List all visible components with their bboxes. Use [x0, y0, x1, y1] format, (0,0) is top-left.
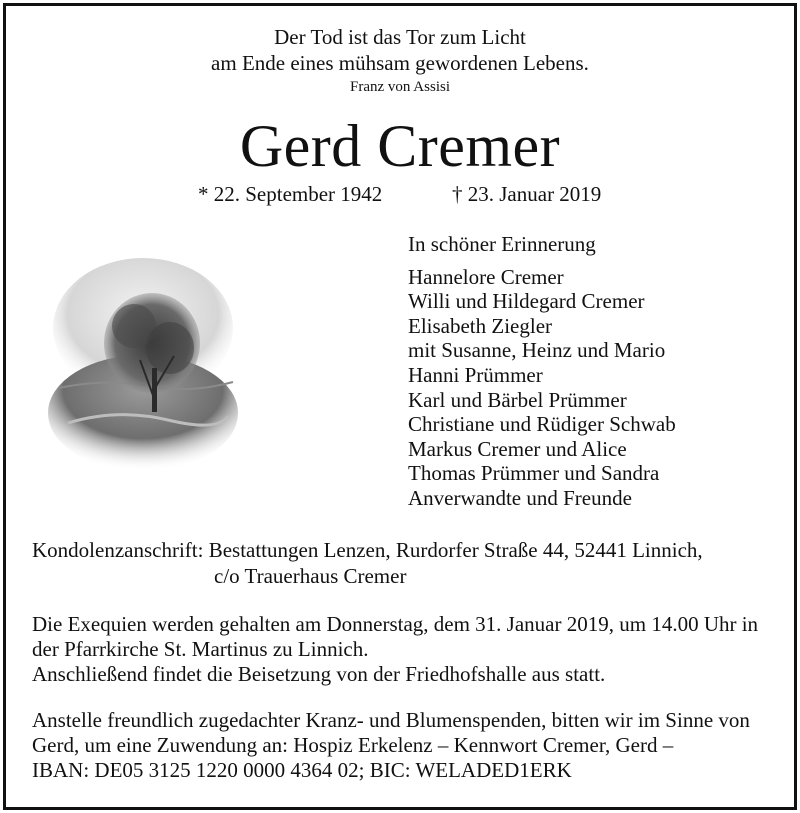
funeral-line: Anschließend findet die Beisetzung von der Friedhofshalle aus statt.: [32, 662, 606, 686]
death-date: † 23. Januar 2019: [452, 182, 602, 206]
mourner-name: Hannelore Cremer: [408, 264, 564, 289]
birth-date: * 22. September 1942: [198, 182, 383, 206]
funeral-line: der Pfarrkirche St. Martinus zu Linnich.: [32, 637, 369, 661]
mourner-name: Markus Cremer und Alice: [408, 436, 627, 461]
quote-line-2: am Ende eines mühsam gewordenen Lebens.: [211, 51, 589, 75]
donation-info: [32, 708, 772, 783]
quote-line-1: Der Tod ist das Tor zum Licht: [274, 25, 526, 49]
condolence-address: Kondolenzanschrift: Bestattungen Lenzen, Rurdorfer Straße 44, 52441 Linnich,: [32, 538, 703, 562]
donation-line: IBAN: DE05 3125 1220 0000 4364 02; BIC: WELADED1ERK: [32, 758, 572, 782]
donation-line: Gerd, um eine Zuwendung an: Hospiz Erkelenz – Kennwort Cremer, Gerd –: [32, 733, 674, 757]
quote-author: Franz von Assisi: [349, 79, 450, 95]
mourner-name: mit Susanne, Heinz und Mario: [408, 338, 666, 363]
mourners-list: [408, 232, 676, 511]
mourner-name: Elisabeth Ziegler: [408, 313, 553, 338]
mourner-name: Willi und Hildegard Cremer: [408, 289, 645, 314]
condolence-care-of: c/o Trauerhaus Cremer: [214, 564, 407, 588]
mourner-name: Karl und Bärbel Prümmer: [408, 387, 627, 412]
funeral-line: Die Exequien werden gehalten am Donnerstag, dem 31. Januar 2019, um 14.00 Uhr in: [32, 612, 759, 636]
mourners-intro: In schöner Erinnerung: [408, 232, 596, 256]
mourner-name: Christiane und Rüdiger Schwab: [408, 412, 676, 437]
tree-landscape-illustration: [48, 248, 238, 472]
mourner-name: Anverwandte und Freunde: [408, 485, 632, 510]
mourner-name: Hanni Prümmer: [408, 362, 543, 387]
deceased-name: Gerd Cremer: [239, 113, 561, 179]
funeral-info: [32, 612, 772, 687]
donation-line: Anstelle freundlich zugedachter Kranz- und Blumenspenden, bitten wir im Sinne von: [32, 708, 750, 732]
mourner-name: Thomas Prümmer und Sandra: [408, 461, 660, 486]
